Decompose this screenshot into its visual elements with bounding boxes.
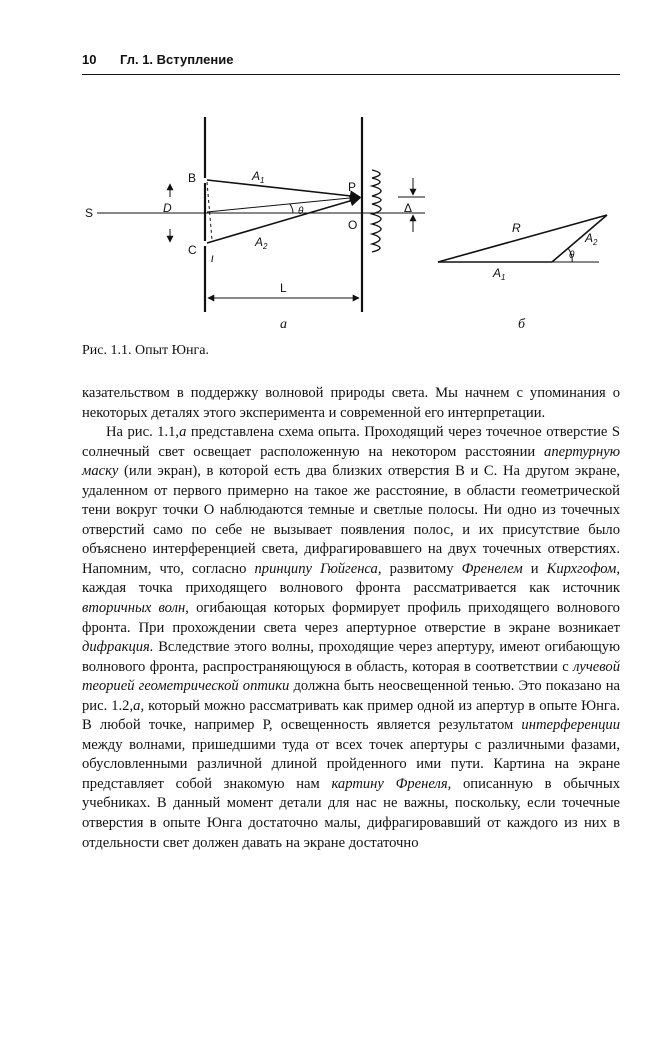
theta-arc-a: [290, 204, 293, 213]
label-theta-b: θ: [569, 250, 575, 261]
label-phi: ι: [211, 251, 214, 265]
text-run: между волнами, пришедшими туда от всех точек апертуры с различными фазами, обусловленными различной длиной пройденного ими пути. Картина на экране представляет собой знакомую нам: [82, 736, 620, 792]
italic-term: Френелем: [461, 560, 523, 577]
fringe-intensity-pattern: [372, 170, 381, 252]
label-theta-a: θ: [298, 206, 304, 217]
text-run: и: [522, 560, 547, 577]
italic-term: принципу Гюйгенса,: [254, 560, 382, 577]
text-run: описанную в обычных учебниках. В данный момент детали для нас не важны, поскольку, если точечные отверстия в опыте Юнга достаточно малы, дифрагировавший от каждого из них в отдельности свет должен давать на экране достаточно: [82, 775, 620, 851]
label-delta: Δ: [404, 201, 413, 215]
ray-a1: [207, 180, 360, 197]
text-run: должна быть неосвещенной тенью. Это показано на рис. 1.2,: [82, 678, 620, 714]
label-s: S: [85, 206, 94, 220]
label-o: O: [348, 218, 358, 232]
text-run: На рис. 1.1,: [106, 424, 180, 441]
label-b-a1: $A_1$: [493, 266, 506, 282]
sublabel-a: а: [280, 317, 287, 332]
label-l: L: [280, 281, 287, 295]
label-c: C: [188, 243, 197, 257]
vector-r: [438, 215, 607, 262]
paragraph-1: [82, 384, 620, 423]
italic-term: лучевой теорией геометрической оптики: [82, 658, 620, 695]
paragraph-2: [82, 423, 620, 853]
label-a1: $A_1$: [252, 169, 265, 185]
italic-term: вторичных волн,: [82, 600, 189, 617]
italic-term: Кирхгофом,: [546, 560, 621, 577]
text-run: огибающая которых формирует профиль приходящего волнового фронта. При прохождении света через апертурное отверстие в экране возникает: [82, 600, 620, 636]
label-b-a2: $A_2$: [585, 231, 598, 247]
chapter-title: Гл. 1. Вступление: [120, 52, 234, 67]
text-run: который можно рассматривать как пример одной из апертур в опыте Юнга. В любой точке, например Р, освещенность является результатом: [82, 697, 620, 734]
text-run: развитому: [381, 560, 462, 577]
label-b: B: [188, 171, 197, 185]
figure-young-experiment: [0, 0, 650, 345]
label-r: R: [512, 221, 521, 235]
label-p: P: [348, 180, 357, 194]
text-run: (или экран), в которой есть два близких отверстия В и С. На другом экране, удаленном от первого примерно на такое же расстояние, в области геометрической тени вокруг точки О наблюдаются темные и светлые полосы. Ни одно из точечных отверстий само по себе не вызывает появления полос, и их присутствие было объяснено интерференцией света, дифрагировавшего на двух точечных отверстиях. Напомним, что, согласно: [82, 463, 620, 577]
figure-caption: Рис. 1.1. Опыт Юнга.: [82, 343, 209, 358]
page-number: 10: [82, 52, 97, 67]
text-run: представлена схема опыта. Проходящий через точечное отверстие S солнечный свет освещает расположенную на некотором расстоянии: [82, 424, 620, 460]
text-run: казательством в поддержку волновой природы света. Мы начнем с упоминания о некоторых деталях этого эксперимента и современной его интерпретации.: [82, 385, 620, 421]
italic-term: дифракция.: [82, 639, 154, 656]
text-run: каждая точка приходящего волнового фронта рассматривается как источник: [82, 580, 620, 597]
label-a2: $A_2$: [255, 235, 268, 251]
text-run: Вследствие этого волны, проходящие через апертуру, имеют огибающую волнового фронта, распространяющуюся в область, которая в соответствии с: [82, 639, 620, 675]
path-difference-dash: [207, 182, 212, 240]
italic-term: интерференции: [521, 717, 620, 734]
label-d: D: [163, 201, 172, 215]
italic-term: апертурную маску: [82, 443, 620, 480]
italic-term: а: [179, 424, 187, 441]
body-text: [82, 384, 620, 853]
sublabel-b: б: [518, 317, 526, 332]
italic-term: картину Френеля,: [331, 775, 452, 792]
italic-term: а,: [133, 697, 145, 714]
